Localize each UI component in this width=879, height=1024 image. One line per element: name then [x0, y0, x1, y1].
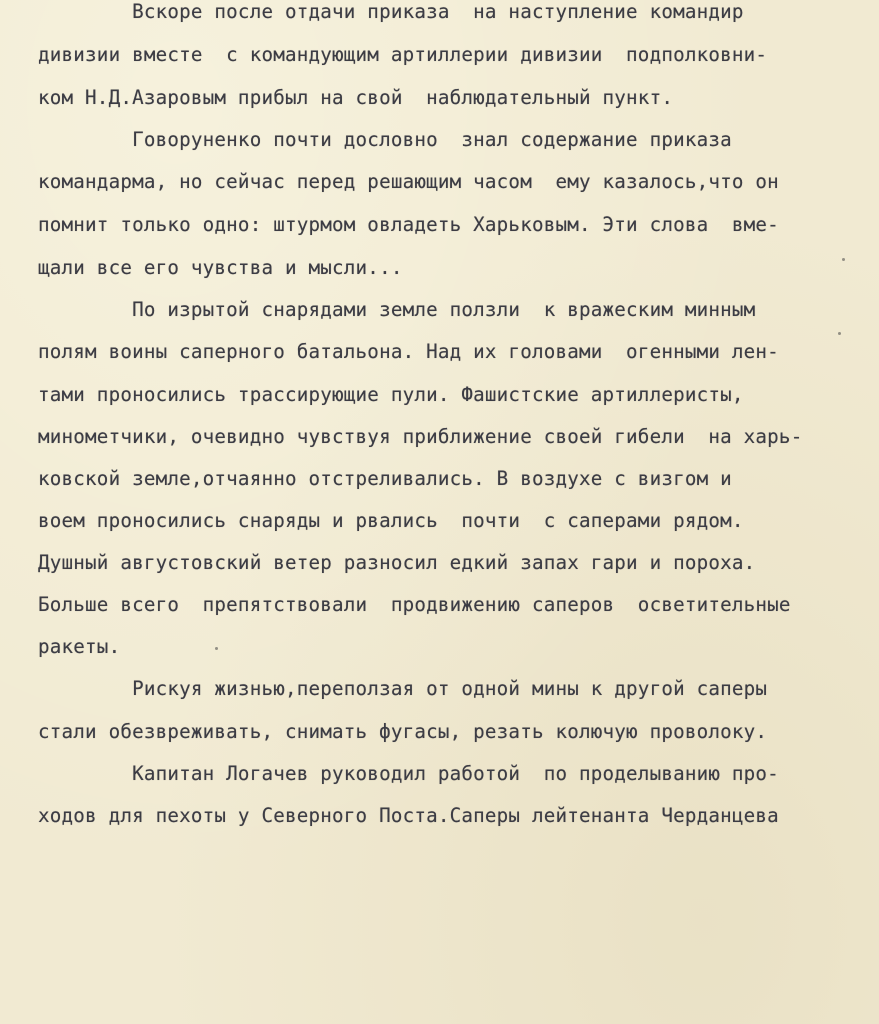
text-line: стали обезвреживать, снимать фугасы, резать колючую проволоку.	[38, 720, 768, 743]
text-line: Душный августовский ветер разносил едкий запах гари и пороха.	[38, 551, 756, 574]
text-line: ковской земле,отчаянно отстреливались. В воздухе с визгом и	[38, 467, 732, 490]
text-line: воем проносились снаряды и рвались почти с саперами рядом.	[38, 509, 744, 532]
text-line: Больше всего препятствовали продвижению саперов осветительные	[38, 593, 791, 616]
ink-speck	[215, 647, 218, 650]
ink-speck	[838, 332, 841, 335]
text-line: Говоруненко почти дословно знал содержание приказа	[38, 128, 732, 151]
text-line: дивизии вместе с командующим артиллерии дивизии подполковни-	[38, 43, 768, 66]
text-line: тами проносились трассирующие пули. Фашистские артиллеристы,	[38, 383, 744, 406]
text-line: помнит только одно: штурмом овладеть Харьковым. Эти слова вме-	[38, 213, 779, 236]
text-line: ракеты.	[38, 635, 121, 658]
text-line: Вскоре после отдачи приказа на наступление командир	[38, 0, 744, 23]
text-line: щали все его чувства и мысли...	[38, 256, 403, 279]
text-line: По изрытой снарядами земле ползли к вражеским минным	[38, 298, 756, 321]
text-line: минометчики, очевидно чувствуя приближение своей гибели на харь-	[38, 425, 803, 448]
text-line: Капитан Логачев руководил работой по проделыванию про-	[38, 762, 779, 785]
text-line: ходов для пехоты у Северного Поста.Саперы лейтенанта Черданцева	[38, 804, 779, 827]
text-line: ком Н.Д.Азаровым прибыл на свой наблюдательный пункт.	[38, 86, 674, 109]
text-line: полям воины саперного батальона. Над их головами огенными лен-	[38, 340, 779, 363]
text-line: командарма, но сейчас перед решающим часом ему казалось,что он	[38, 170, 779, 193]
text-line: Рискуя жизнью,переползая от одной мины к другой саперы	[38, 677, 768, 700]
ink-speck	[842, 258, 845, 261]
